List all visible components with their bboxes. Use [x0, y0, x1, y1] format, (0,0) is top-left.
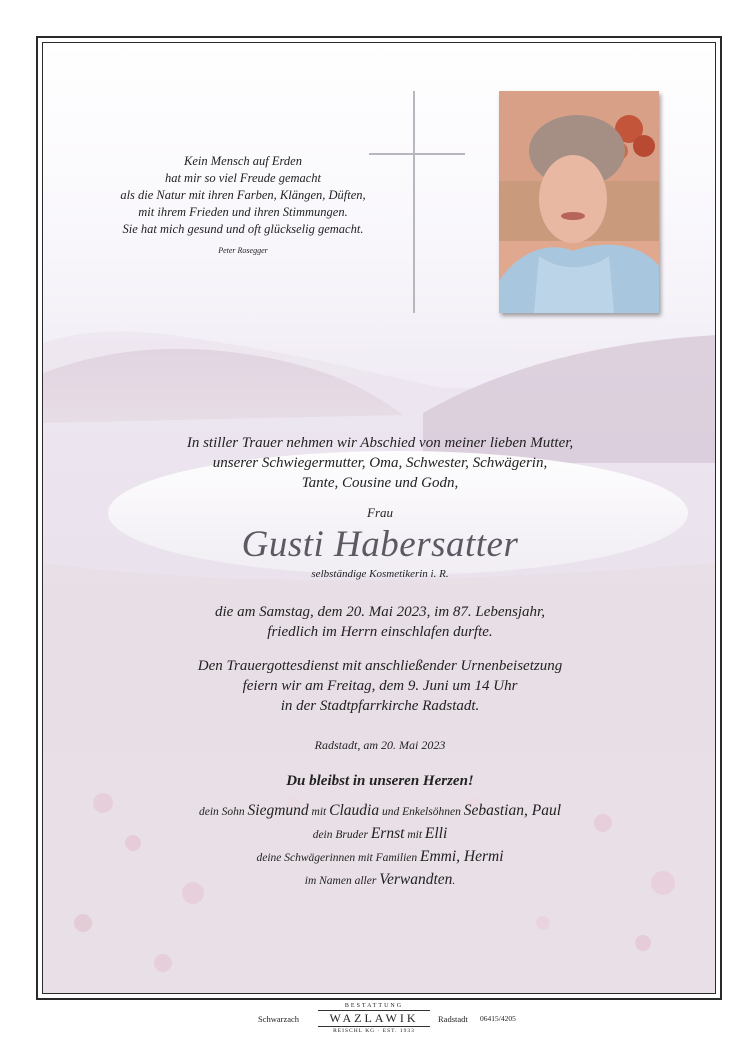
service-notice: [43, 656, 716, 716]
logo-sub-text: REISCHL KG · EST. 1933: [333, 1028, 415, 1034]
motto-line: hat mir so viel Freude gemacht: [164, 171, 322, 185]
motto-line: Sie hat mich gesund und oft glückselig gemacht.: [122, 222, 364, 236]
mourner-text: .: [452, 875, 456, 887]
mourners-list: [43, 800, 716, 892]
intro-text: [43, 433, 716, 493]
death-line: friedlich im Herrn einschlafen durfte.: [267, 624, 493, 640]
obituary-card: [42, 42, 716, 994]
mourner-line: [43, 800, 716, 823]
footer-phone: 06415/4205: [480, 1014, 516, 1023]
mourner-text: dein Bruder: [312, 829, 371, 841]
motto-line: Kein Mensch auf Erden: [184, 154, 302, 168]
mourner-name: Siegmund: [247, 802, 309, 819]
cross-icon-bar: [369, 153, 465, 155]
mourner-name: Ernst: [370, 825, 405, 842]
intro-line: Tante, Cousine und Godn,: [301, 475, 459, 491]
motto-line: als die Natur mit ihren Farben, Klängen, Düften,: [120, 188, 366, 202]
footer-location-left: Schwarzach: [258, 1014, 300, 1024]
funeral-home-logo: [308, 1003, 440, 1034]
intro-line: In stiller Trauer nehmen wir Abschied von meiner lieben Mutter,: [186, 435, 574, 451]
mourner-text: im Namen aller: [304, 875, 380, 887]
mourner-text: und Enkelsöhnen: [379, 806, 464, 818]
mourner-line: [43, 823, 716, 846]
mourner-name: Verwandten: [379, 871, 453, 888]
intro-line: unserer Schwiegermutter, Oma, Schwester, Schwägerin,: [212, 455, 548, 471]
funeral-home-footer: [0, 1002, 750, 1042]
deceased-profession: selbständige Kosmetikerin i. R.: [311, 568, 449, 580]
service-line: feiern wir am Freitag, dem 9. Juni um 14 Uhr: [242, 678, 518, 694]
mourner-name: Elli: [424, 825, 448, 842]
mourner-line: [43, 869, 716, 892]
service-line: Den Trauergottesdienst mit anschließender Urnenbeisetzung: [197, 658, 563, 674]
mourner-line: [43, 846, 716, 869]
closing-phrase: Du bleibst in unseren Herzen!: [286, 773, 474, 789]
mourner-name: Claudia: [329, 802, 380, 819]
motto-quote: [83, 153, 403, 259]
logo-top-text: BESTATTUNG: [344, 1003, 404, 1009]
mourner-name: Sebastian, Paul: [463, 802, 562, 819]
death-line: die am Samstag, dem 20. Mai 2023, im 87. Lebensjahr,: [215, 604, 545, 620]
deceased-name: Gusti Habersatter: [241, 524, 519, 565]
footer-location-right: Radstadt: [438, 1014, 468, 1024]
portrait-photo: [499, 91, 659, 313]
logo-main-text: WAZLAWIK: [318, 1010, 430, 1027]
place-date: Radstadt, am 20. Mai 2023: [314, 738, 446, 752]
mourner-text: mit: [404, 829, 425, 841]
obituary-text: [43, 433, 716, 892]
mourner-text: dein Sohn: [198, 806, 248, 818]
death-notice: [43, 602, 716, 642]
mourner-text: mit: [308, 806, 330, 818]
cross-icon: [413, 91, 415, 313]
name-prefix: Frau: [367, 505, 393, 520]
motto-line: mit ihrem Frieden und ihren Stimmungen.: [138, 205, 348, 219]
service-line: in der Stadtpfarrkirche Radstadt.: [280, 698, 480, 714]
motto-author: Peter Rosegger: [218, 246, 268, 255]
mourner-text: deine Schwägerinnen mit Familien: [256, 852, 420, 864]
mourner-name: Emmi, Hermi: [420, 848, 504, 865]
